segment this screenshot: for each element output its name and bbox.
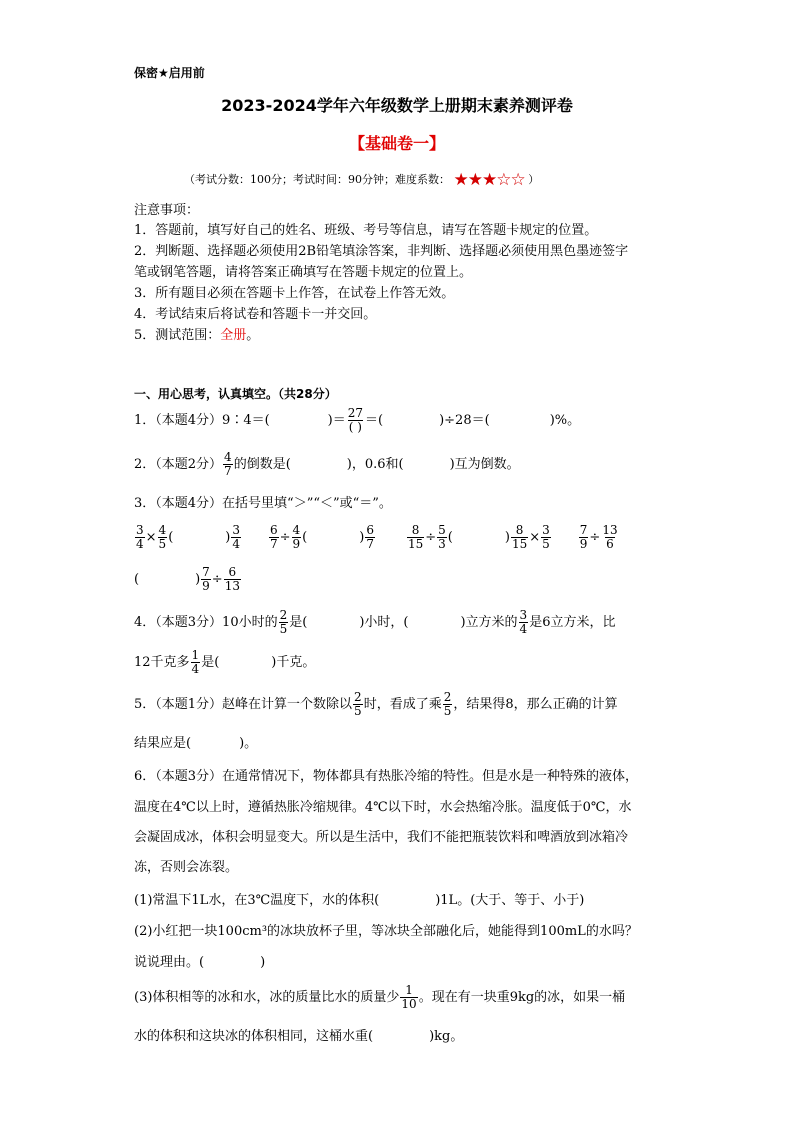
q1-text: ＝( — [365, 413, 384, 428]
question-5-cont: 结果应是( )。 — [134, 736, 258, 751]
comparison-item: $\frac{8}{15}$ ÷ $\frac{5}{3}$ ( ) $\frac{8}{15}$ × $\frac{3}{5}$ — [407, 523, 550, 551]
note-item: 1．答题前，填写好自己的姓名、班级、考号等信息，请写在答题卡规定的位置。 — [134, 223, 598, 238]
range-label: 5．测试范围： — [134, 328, 221, 343]
q2-text: )，0.6和( — [346, 457, 404, 472]
section-title: 一、用心思考，认真填空。（共28分） — [134, 387, 337, 401]
difficulty-stars — [453, 170, 529, 190]
q1-text: )%。 — [549, 413, 581, 428]
question-4-cont: 12千克多 $\frac{1}{4}$ 是( )千克。 — [134, 648, 316, 676]
question-6-line: 6．（本题3分）在通常情况下，物体都具有热胀冷缩的特性。但是水是一种特殊的液体， — [134, 769, 639, 784]
question-6-line: 会凝固成冰，体积会明显变大。所以是生活中，我们不能把瓶装饮料和啤酒放到冰箱冷 — [134, 830, 629, 845]
q2-text: 2．（本题2分） — [134, 457, 223, 472]
note-item: 2．判断题、选择题必须使用2B铅笔填涂答案，非判断、选择题必须使用黑色墨迹签字 — [134, 244, 629, 259]
q1-text: )＝ — [327, 413, 346, 428]
question-1 — [134, 406, 580, 436]
question-3: 3．（本题4分）在括号里填“＞”“＜”或“＝”。 — [134, 496, 392, 511]
page-subtitle: 【基础卷一】 — [348, 134, 445, 153]
fraction: $\frac{27}{( )}$ — [347, 406, 364, 434]
question-5: 5．（本题1分）赵峰在计算一个数除以 $\frac{2}{5}$ 时，看成了乘 $\frac{2}{5}$ ，结果得8，那么正确的计算 — [134, 690, 618, 718]
star-filled-icon: ★ — [453, 170, 468, 190]
star-filled-icon: ★ — [482, 170, 497, 190]
q6-part-1: (1)常温下1L水，在3℃温度下，水的体积( )1L。(大于、等于、小于) — [134, 893, 585, 908]
comparison-item: $\frac{3}{4}$ × $\frac{4}{5}$ ( ) $\frac{3}{4}$ — [136, 523, 240, 551]
comparison-item: $\frac{6}{7}$ ÷ $\frac{4}{9}$ ( ) $\frac{6}{7}$ — [269, 523, 374, 551]
q3-comparison-last: ( ) $\frac{7}{9}$ ÷ $\frac{6}{13}$ — [134, 565, 240, 593]
q1-text: 1．（本题4分）9∶4＝( — [134, 413, 270, 428]
note-range — [134, 324, 259, 343]
star-empty-icon: ☆ — [510, 170, 525, 190]
exam-info-text: （考试分数：100分；考试时间：90分钟；难度系数： — [184, 173, 450, 186]
question-6-line: 温度在4℃以上时，遵循热胀冷缩规律。4℃以下时，水会热缩冷胀。温度低于0℃，水 — [134, 800, 632, 815]
range-end: 。 — [246, 328, 260, 343]
exam-info-end: ） — [528, 173, 540, 186]
note-item: 3．所有题目必须在答题卡上作答，在试卷上作答无效。 — [134, 286, 455, 301]
notes-heading: 注意事项： — [134, 203, 200, 218]
q6-part-3-cont: 水的体积和这块冰的体积相同，这桶水重( )kg。 — [134, 1029, 464, 1044]
question-2 — [134, 450, 520, 480]
question-6-line: 冻，否则会冻裂。 — [134, 860, 239, 875]
star-filled-icon: ★ — [467, 170, 482, 190]
q3-comparisons — [134, 518, 620, 558]
q1-text: )÷28＝( — [439, 413, 490, 428]
range-value: 全册 — [220, 328, 247, 343]
question-4: 4．（本题3分）10小时的 $\frac{2}{5}$ 是( )小时，( )立方米的 $\frac{3}{4}$ 是6立方米，比 — [134, 608, 616, 636]
fraction: $\frac{4}{7}$ — [224, 450, 232, 478]
page-title: 2023-2024学年六年级数学上册期末素养测评卷 — [221, 96, 573, 115]
star-empty-icon: ☆ — [496, 170, 511, 190]
q2-text: 的倒数是( — [233, 457, 291, 472]
note-item: 笔或钢笔答题，请将答案正确填写在答题卡规定的位置上。 — [134, 265, 473, 280]
comparison-item: $\frac{7}{9}$ ÷ $\frac{13}{6}$ — [579, 523, 618, 551]
q2-text: )互为倒数。 — [449, 457, 520, 472]
secret-label: 保密★启用前 — [134, 66, 205, 80]
note-item: 4．考试结束后将试卷和答题卡一并交回。 — [134, 307, 377, 322]
exam-info — [184, 170, 540, 190]
q6-part-2: (2)小红把一块100cm³的冰块放杯子里，等冰块全部融化后，她能得到100mL的水吗？ — [134, 924, 638, 939]
q6-part-2-cont: 说说理由。( ) — [134, 955, 266, 970]
q6-part-3: (3)体积相等的冰和水，冰的质量比水的质量少 $\frac{1}{10}$ 。现在有一块重9kg的冰，如果一桶 — [134, 983, 626, 1011]
